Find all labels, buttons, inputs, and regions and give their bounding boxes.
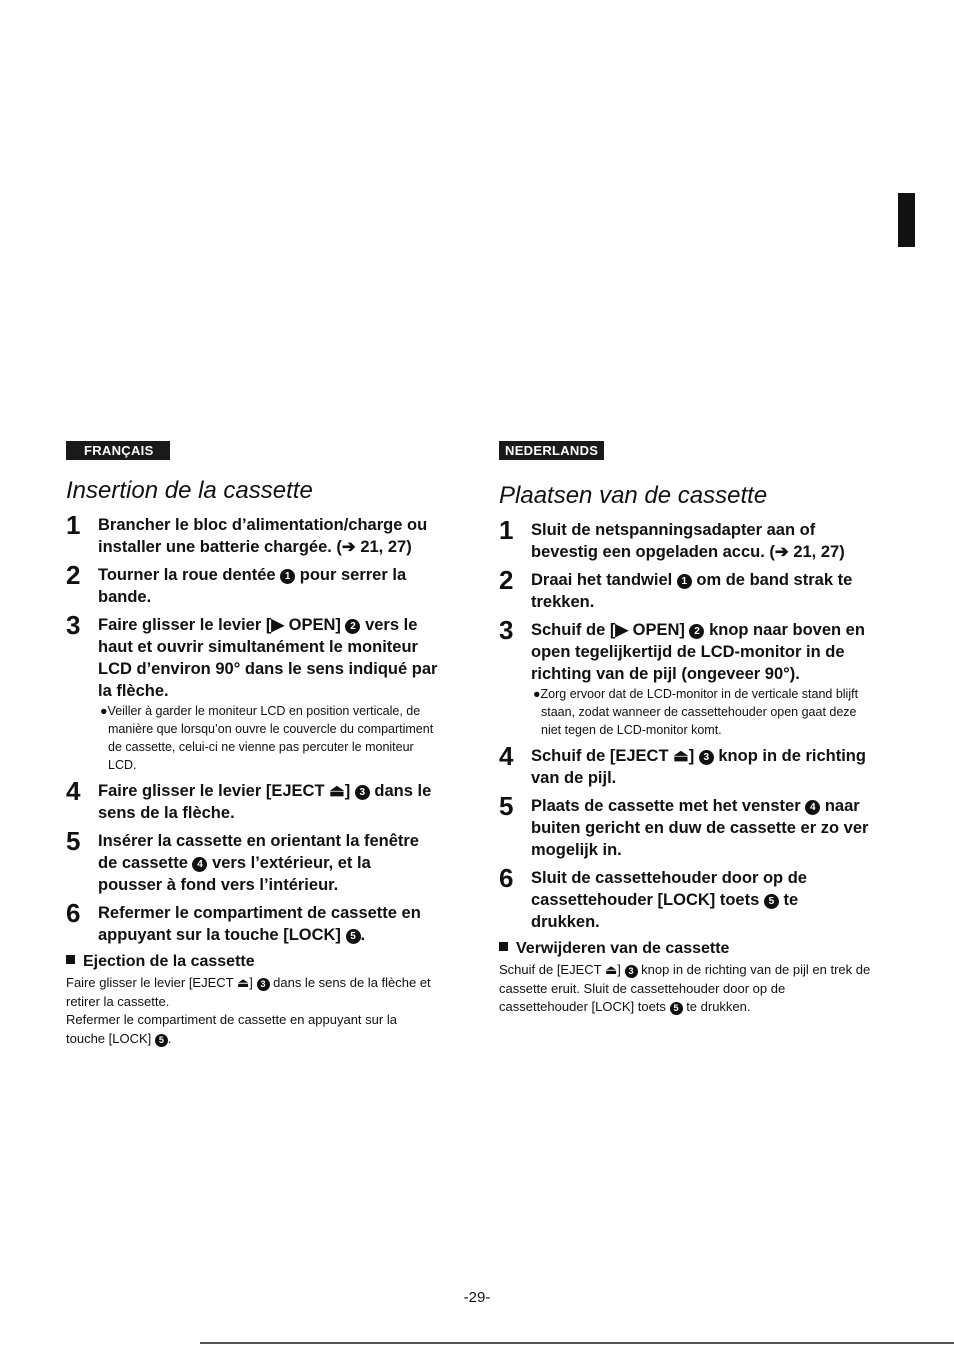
step-number: 3 [499, 615, 514, 645]
reference-1-icon: 1 [280, 569, 295, 584]
step-text-part: vers le haut et ouvrir simultanément le moniteur LCD d’environ 90° dans le sens indiqué par la flèche. [98, 616, 438, 700]
steps-list [499, 515, 871, 933]
step-text-part: Draai het tandwiel [531, 571, 673, 589]
step-text [531, 569, 871, 613]
note-text: ●Veiller à garder le moniteur LCD en position verticale, de manière que lorsqu’on ouvre le couvercle du compartiment de cassette, celui-ci ne vienne pas percuter le moniteur LCD. [100, 704, 434, 772]
eject-text-part: Faire glisser le levier [EJECT ⏏] [66, 975, 253, 990]
step-note [100, 702, 438, 774]
eject-heading-text: Ejection de la cassette [83, 953, 255, 970]
square-bullet-icon [66, 955, 75, 964]
step-text-part: Schuif de [▶ OPEN] [531, 621, 685, 639]
step-6 [499, 863, 871, 933]
eject-text-part: . [167, 1030, 172, 1046]
step-number: 4 [499, 741, 514, 771]
step-3 [499, 615, 871, 739]
reference-5-icon: 5 [764, 894, 779, 909]
section-title: Insertion de la cassette [66, 477, 313, 504]
step-text [531, 619, 871, 685]
eject-text-part: dans le sens de la flèche et retirer la cassette. [66, 975, 431, 1009]
reference-5-icon: 5 [155, 1034, 168, 1047]
step-text [98, 780, 438, 824]
step-number: 3 [66, 610, 81, 640]
step-2 [66, 560, 438, 608]
eject-text-part: Schuif de [EJECT ⏏] [499, 962, 621, 977]
step-3 [66, 610, 438, 774]
step-text [98, 564, 438, 608]
reference-5-icon: 5 [346, 929, 361, 944]
step-text-part: Sluit de cassettehouder door op de cassettehouder [LOCK] toets [531, 869, 807, 909]
reference-4-icon: 4 [192, 857, 207, 872]
reference-3-icon: 3 [625, 965, 638, 978]
step-number: 4 [66, 776, 81, 806]
step-text-part: pour serrer la bande. [98, 566, 407, 606]
step-text-part: Insérer la cassette en orientant la fenêtre de cassette [98, 832, 419, 872]
step-text [98, 830, 438, 896]
reference-1-icon: 1 [677, 574, 692, 589]
step-text-part: knop in de richting van de pijl. [531, 747, 866, 787]
page-number: -29- [463, 1289, 491, 1306]
step-text-part: . [360, 926, 366, 944]
step-1 [499, 515, 871, 563]
reference-4-icon: 4 [805, 800, 820, 815]
square-bullet-icon [499, 942, 508, 951]
steps-list [66, 510, 438, 946]
reference-3-icon: 3 [355, 785, 370, 800]
section-marker [898, 193, 915, 247]
step-text-part: Plaats de cassette met het venster [531, 797, 801, 815]
step-number: 2 [66, 560, 81, 590]
eject-text [66, 974, 438, 1048]
reference-2-icon: 2 [345, 619, 360, 634]
column-francais [66, 441, 438, 1048]
step-6 [66, 898, 438, 946]
step-number: 6 [499, 863, 514, 893]
step-text-part: Tourner la roue dentée [98, 566, 276, 584]
note-text: ●Zorg ervoor dat de LCD-monitor in de verticale stand blijft staan, zodat wanneer de cassettehouder open gaat deze niet tegen de LCD-monitor komt. [533, 687, 859, 737]
section-title: Plaatsen van de cassette [499, 482, 768, 509]
step-text [98, 902, 438, 946]
step-text [531, 867, 871, 933]
step-4 [499, 741, 871, 789]
eject-heading [66, 952, 438, 972]
language-tab-francais: FRANÇAIS [66, 441, 170, 460]
step-text [98, 614, 438, 702]
step-text-part: Faire glisser le levier [EJECT ⏏] [98, 782, 351, 800]
eject-heading [499, 939, 871, 959]
step-number: 6 [66, 898, 81, 928]
step-text-part: vers l’extérieur, et la pousser à fond vers l’intérieur. [98, 854, 371, 894]
column-nederlands [499, 441, 871, 1017]
step-2 [499, 565, 871, 613]
reference-2-icon: 2 [689, 624, 704, 639]
step-text-part: knop naar boven en open tegelijkertijd de LCD-monitor in de richting van de pijl (ongeveer 90°). [531, 621, 865, 683]
step-note [533, 685, 871, 739]
step-number: 1 [499, 515, 514, 545]
step-text [531, 745, 871, 789]
language-tab-nederlands: NEDERLANDS [499, 441, 604, 460]
reference-3-icon: 3 [257, 978, 270, 991]
eject-text-part: Refermer le compartiment de cassette en appuyant sur la touche [LOCK] [66, 1012, 397, 1046]
step-text [531, 795, 871, 861]
eject-text-part: knop in de richting van de pijl en trek de cassette eruit. Sluit de cassettehouder door op de cassettehouder [LOCK] toets [499, 962, 871, 1014]
step-number: 2 [499, 565, 514, 595]
step-5 [66, 826, 438, 896]
step-text-part: dans le sens de la flèche. [98, 782, 432, 822]
step-text-part: Refermer le compartiment de cassette en appuyant sur la touche [LOCK] [98, 904, 421, 944]
step-number: 5 [66, 826, 81, 856]
step-text-part: om de band strak te trekken. [531, 571, 853, 611]
step-text-part: Schuif de [EJECT ⏏] [531, 747, 695, 765]
eject-heading-text: Verwijderen van de cassette [516, 940, 730, 957]
step-text-part: naar buiten gericht en duw de cassette er zo ver mogelijk in. [531, 797, 869, 859]
reference-5-icon: 5 [670, 1002, 683, 1015]
step-1 [66, 510, 438, 558]
step-5 [499, 791, 871, 861]
footer-rule [200, 1342, 954, 1344]
step-text: Brancher le bloc d’alimentation/charge ou installer une batterie chargée. (➔ 21, 27) [98, 516, 428, 556]
step-number: 1 [66, 510, 81, 540]
eject-text [499, 961, 871, 1017]
step-4 [66, 776, 438, 824]
step-text-part: Faire glisser le levier [▶ OPEN] [98, 616, 341, 634]
eject-text-part: te drukken. [686, 999, 751, 1014]
step-number: 5 [499, 791, 514, 821]
reference-3-icon: 3 [699, 750, 714, 765]
step-text-part: te drukken. [531, 891, 799, 931]
step-text: Sluit de netspanningsadapter aan of bevestig een opgeladen accu. (➔ 21, 27) [531, 521, 845, 561]
